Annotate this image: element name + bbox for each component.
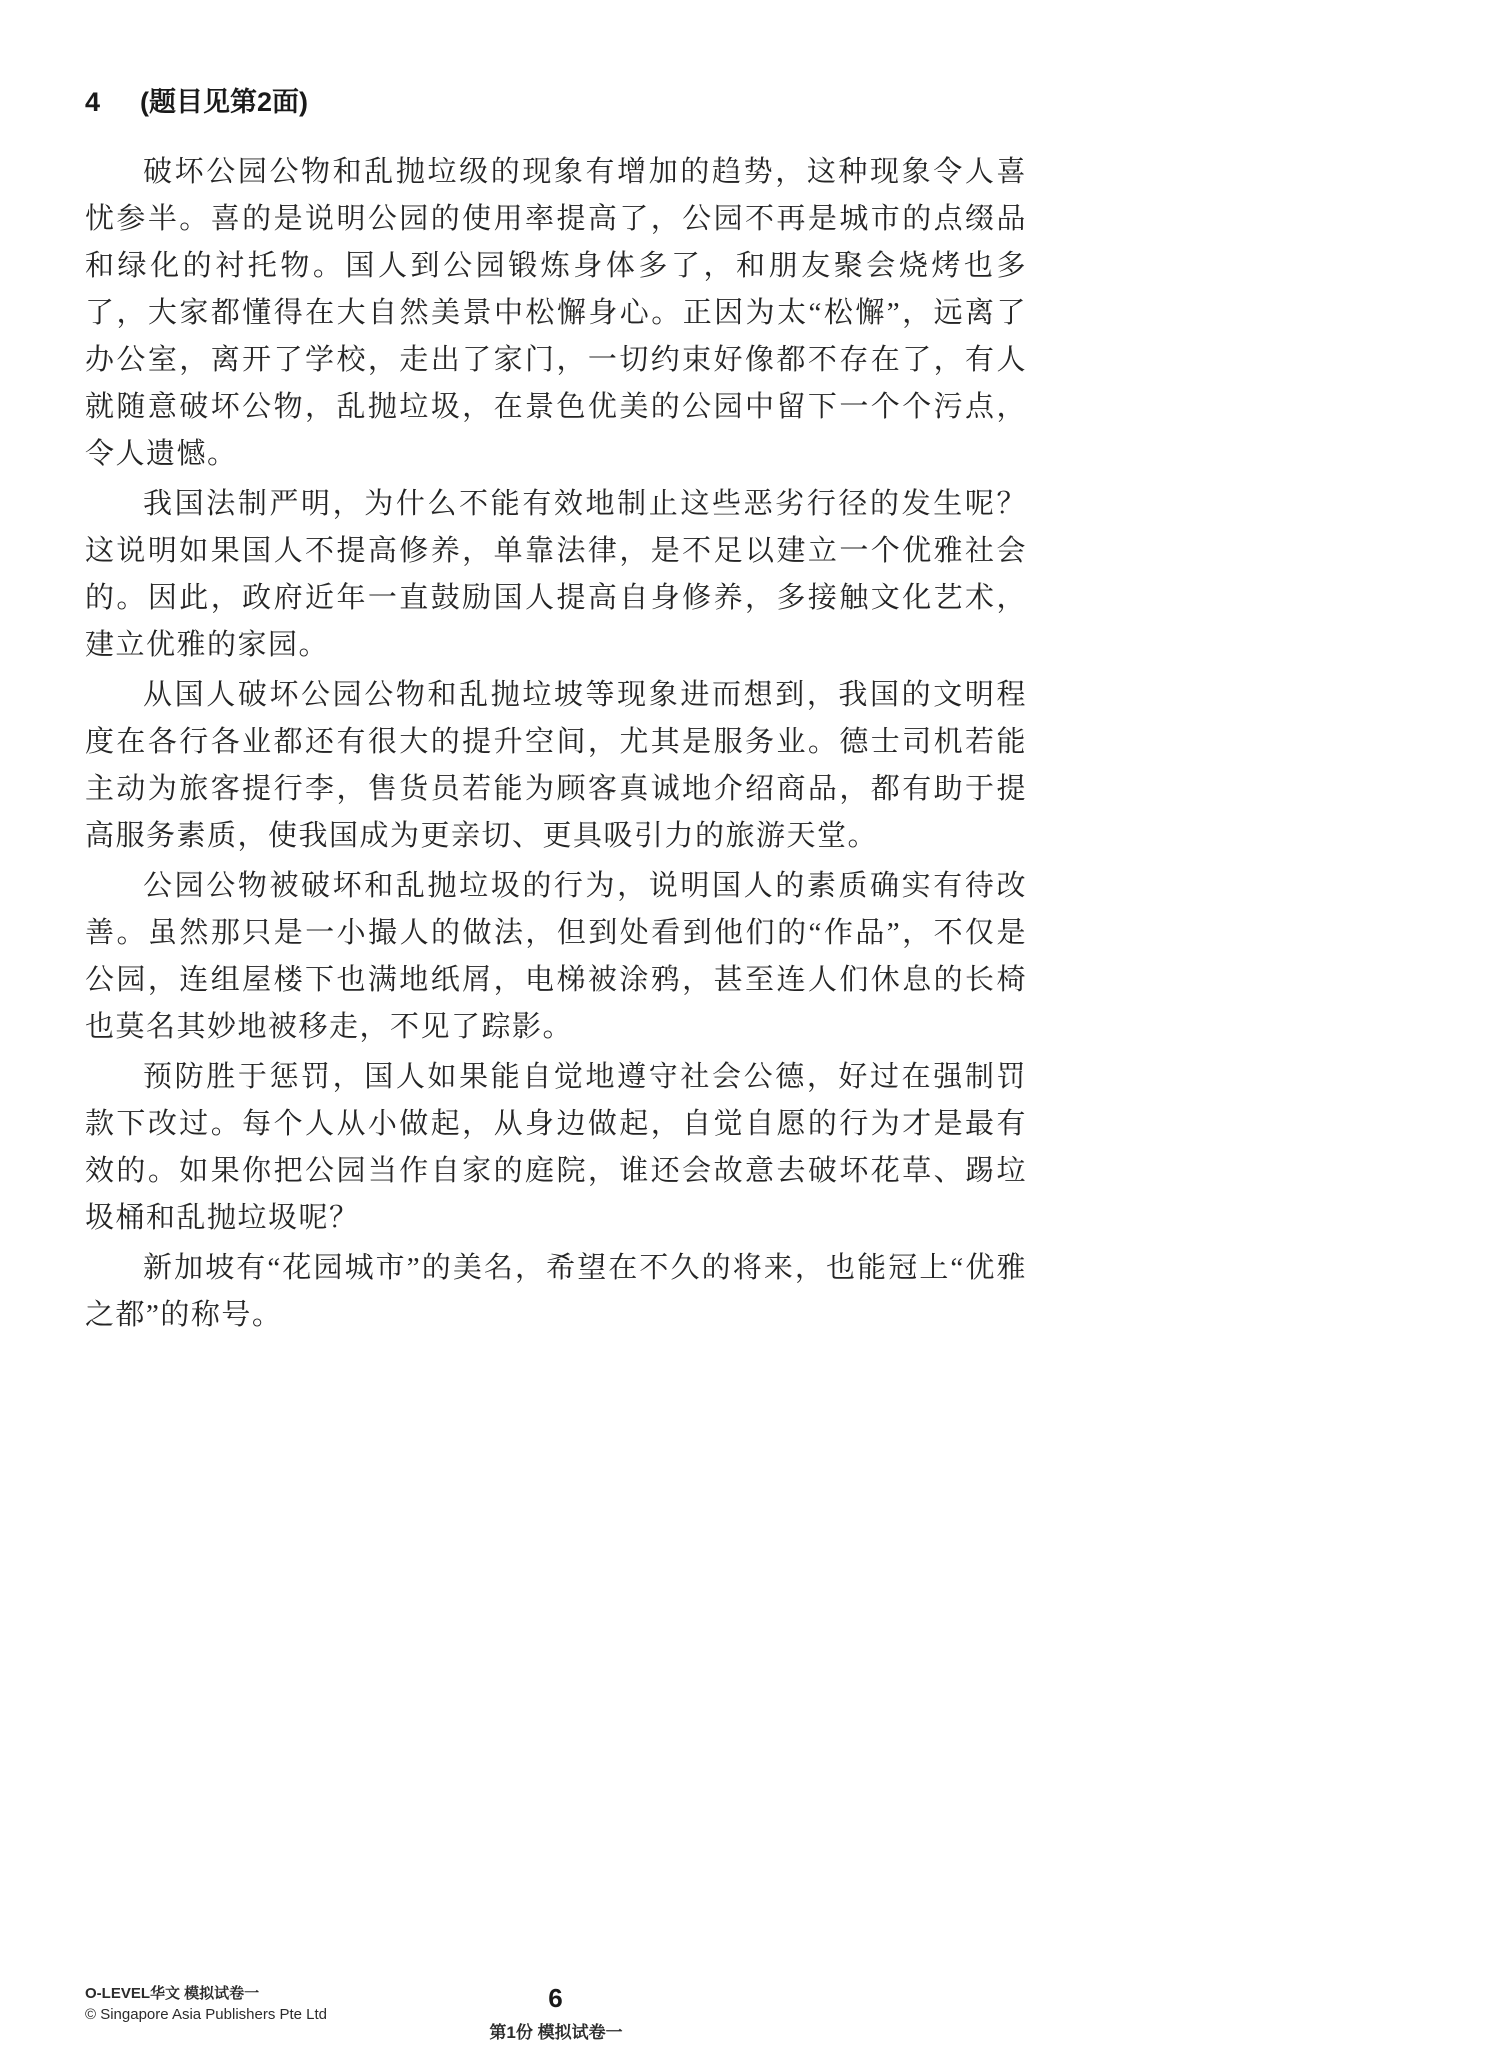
essay-paragraph: 破坏公园公物和乱抛垃级的现象有增加的趋势，这种现象令人喜忧参半。喜的是说明公园的使用率提高了，公园不再是城市的点缀品和绿化的衬托物。国人到公园锻炼身体多了，和朋友聚会烧烤也多了，大家都懂得在大自然美景中松懈身心。正因为太“松懈”，远离了办公室，离开了学校，走出了家门，一切约束好像都不存在了，有人就随意破坏公物，乱抛垃圾，在景色优美的公园中留下一个个污点，令人遗憾。: [85, 156, 1027, 470]
header-note: (题目见第2面): [140, 87, 309, 117]
footer-copyright: © Singapore Asia Publishers Pte Ltd: [85, 2006, 328, 2023]
essay-paragraph: 公园公物被破坏和乱抛垃圾的行为，说明国人的素质确实有待改善。虽然那只是一小撮人的做法，但到处看到他们的“作品”，不仅是公园，连组屋楼下也满地纸屑，电梯被涂鸦，甚至连人们休息的长椅也莫名其妙地被移走，不见了踪影。: [85, 870, 1027, 1043]
essay-paragraph: 从国人破坏公园公物和乱抛垃坡等现象进而想到，我国的文明程度在各行各业都还有很大的提升空间，尤其是服务业。德士司机若能主动为旅客提行李，售货员若能为顾客真诚地介绍商品，都有助于提高服务素质，使我国成为更亲切、更具吸引力的旅游天堂。: [85, 679, 1027, 852]
footer-page-number: 6: [548, 1983, 564, 2013]
page-header: [85, 80, 1027, 119]
essay-paragraph: 我国法制严明，为什么不能有效地制止这些恶劣行径的发生呢？这说明如果国人不提高修养，单靠法律，是不足以建立一个优雅社会的。因此，政府近年一直鼓励国人提高自身修养，多接触文化艺术，建立优雅的家园。: [85, 488, 1027, 661]
header-page-number: 4: [85, 87, 101, 117]
essay-paragraph: 新加坡有“花园城市”的美名，希望在不久的将来，也能冠上“优雅之都”的称号。: [85, 1252, 1027, 1331]
footer-page-block: [85, 1983, 1027, 2043]
page-content: [85, 80, 1027, 1342]
footer-series-title: O-LEVEL华文 模拟试卷一: [85, 1985, 260, 2002]
footer-section-label: 第1份 模拟试卷一: [489, 2023, 623, 2042]
essay-body: [85, 149, 1027, 1339]
essay-paragraph: 预防胜于惩罚，国人如果能自觉地遵守社会公德，好过在强制罚款下改过。每个人从小做起，从身边做起，自觉自愿的行为才是最有效的。如果你把公园当作自家的庭院，谁还会故意去破坏花草、踢垃圾桶和乱抛垃圾呢？: [85, 1061, 1027, 1234]
